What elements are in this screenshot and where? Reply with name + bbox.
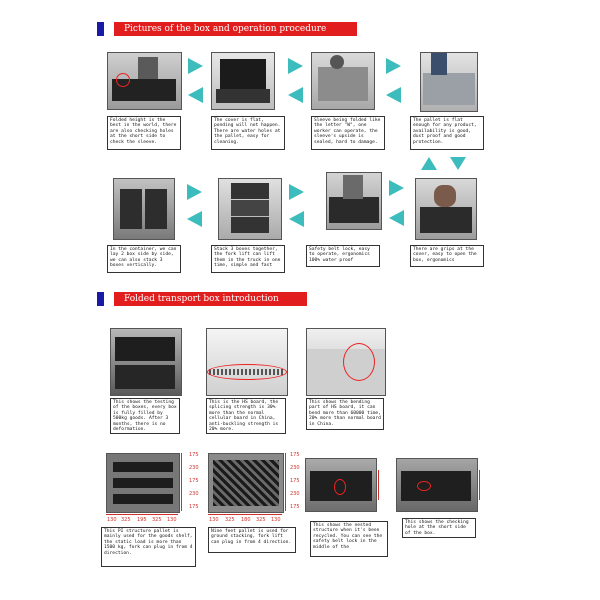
arrow-right-icon	[289, 184, 304, 200]
dimension-label: 195	[137, 517, 147, 523]
caption-procedure-5: In the container, we can lay 2 box side by side, we can also stack 3 boxes vertically.	[107, 245, 181, 273]
arrow-left-icon	[187, 211, 202, 227]
arrow-right-icon	[386, 58, 401, 74]
caption-folded-1: This shows the testing of the boxes, every box is fully filled by 500kg goods. After 3 months, there is no deformation.	[110, 398, 180, 434]
arrow-left-icon	[289, 211, 304, 227]
dimension-line	[285, 453, 286, 511]
dimension-label: 325	[225, 517, 235, 523]
caption-procedure-3: Sleeve being folded like the letter "W", one worker can operate, the sleeve's upside is sealed, hard to damage.	[311, 116, 385, 150]
section-title-procedure: Pictures of the box and operation procedure	[114, 22, 357, 36]
dimension-label: 325	[152, 517, 162, 523]
caption-procedure-4: The pallet is flat enough for any product, availability is good, dust proof and good protection.	[410, 116, 484, 150]
photo-sleeve-folding	[311, 52, 375, 110]
caption-procedure-6: Stack 3 boxes together, the fork lift can lift them in the truck in one time, simple and fast	[211, 245, 285, 273]
arrow-right-icon	[188, 58, 203, 74]
photo-stack-forklift	[218, 178, 282, 240]
arrow-left-icon	[389, 210, 404, 226]
arrow-down-icon	[450, 157, 466, 170]
dimension-label: 325	[121, 517, 131, 523]
photo-pi-pallet	[106, 453, 180, 513]
dimension-line	[208, 514, 282, 515]
caption-procedure-8: There are grips at the cover, easy to open the box, ergonomics	[410, 245, 484, 267]
dimension-label: 175	[189, 452, 199, 458]
arrow-left-icon	[188, 87, 203, 103]
dimension-label: 175	[189, 478, 199, 484]
dimension-label: 325	[256, 517, 266, 523]
caption-folded-7: This shows the checking hole at the short side of the box.	[402, 518, 476, 538]
photo-cover	[211, 52, 275, 110]
arrow-right-icon	[187, 184, 202, 200]
dimension-label: 180	[241, 517, 251, 523]
arrow-left-icon	[386, 87, 401, 103]
caption-folded-4: This PI structure pallet is mainly used for the goods shelf, the static load is more than 1500 kg, fork can plug in from 4 direction.	[101, 527, 196, 567]
dimension-label: 230	[189, 465, 199, 471]
dimension-label: 130	[209, 517, 219, 523]
dimension-label: 130	[271, 517, 281, 523]
photo-cover-grips	[415, 178, 477, 240]
caption-folded-3: This shows the bending part of HS board, it can bend more than 60000 time, 20% more than normal board in China.	[306, 398, 384, 430]
dimension-label: 230	[290, 465, 300, 471]
photo-belt-lock	[326, 172, 382, 230]
caption-procedure-1: Folded height is the best in the world, there are also checking holes at the short side to check the sleeve.	[107, 116, 181, 150]
dimension-label: 230	[290, 491, 300, 497]
section-title-folded: Folded transport box introduction	[114, 292, 307, 306]
photo-container	[113, 178, 175, 240]
photo-folded-box	[107, 52, 182, 110]
dimension-label: 230	[189, 491, 199, 497]
arrow-right-icon	[288, 58, 303, 74]
caption-folded-6: This shows the nested structure when it's been recycled. You can see the safety belt lock in the middle of the	[310, 521, 388, 557]
arrow-left-icon	[288, 87, 303, 103]
section-header-folded	[97, 292, 307, 306]
photo-hs-board	[206, 328, 288, 396]
photo-nested-structure	[305, 458, 377, 512]
dimension-label: 130	[107, 517, 117, 523]
photo-bending-board	[306, 328, 386, 396]
photo-checking-hole	[396, 458, 478, 512]
dimension-line	[479, 470, 480, 500]
caption-folded-2: This is the HS board, the splicing strength is 30% more than the normal cellular board in China, anti-buckling strength is 20% more.	[206, 398, 286, 434]
dimension-line	[106, 514, 178, 515]
caption-procedure-7: Safety belt lock, easy to operate, ergonomics 100% water proof	[306, 245, 380, 267]
dimension-label: 175	[290, 504, 300, 510]
arrow-right-icon	[389, 180, 404, 196]
dimension-label: 175	[189, 504, 199, 510]
section-header-procedure	[97, 22, 357, 36]
dimension-label: 130	[167, 517, 177, 523]
dimension-line	[378, 470, 379, 500]
caption-folded-5: Nine feet pallet is used for ground stacking, fork lift can plug in from 4 direction.	[208, 527, 296, 553]
dimension-line	[181, 453, 182, 511]
photo-testing-boxes	[110, 328, 182, 396]
arrow-up-icon	[421, 157, 437, 170]
dimension-label: 175	[290, 452, 300, 458]
header-marker	[97, 22, 104, 36]
photo-nine-feet-pallet	[208, 453, 284, 513]
header-marker	[97, 292, 104, 306]
dimension-label: 175	[290, 478, 300, 484]
caption-procedure-2: The cover is flat, ponding will not happen. There are water holes at the pallet, easy for cleaning.	[211, 116, 285, 150]
photo-pallet-flat	[420, 52, 478, 112]
